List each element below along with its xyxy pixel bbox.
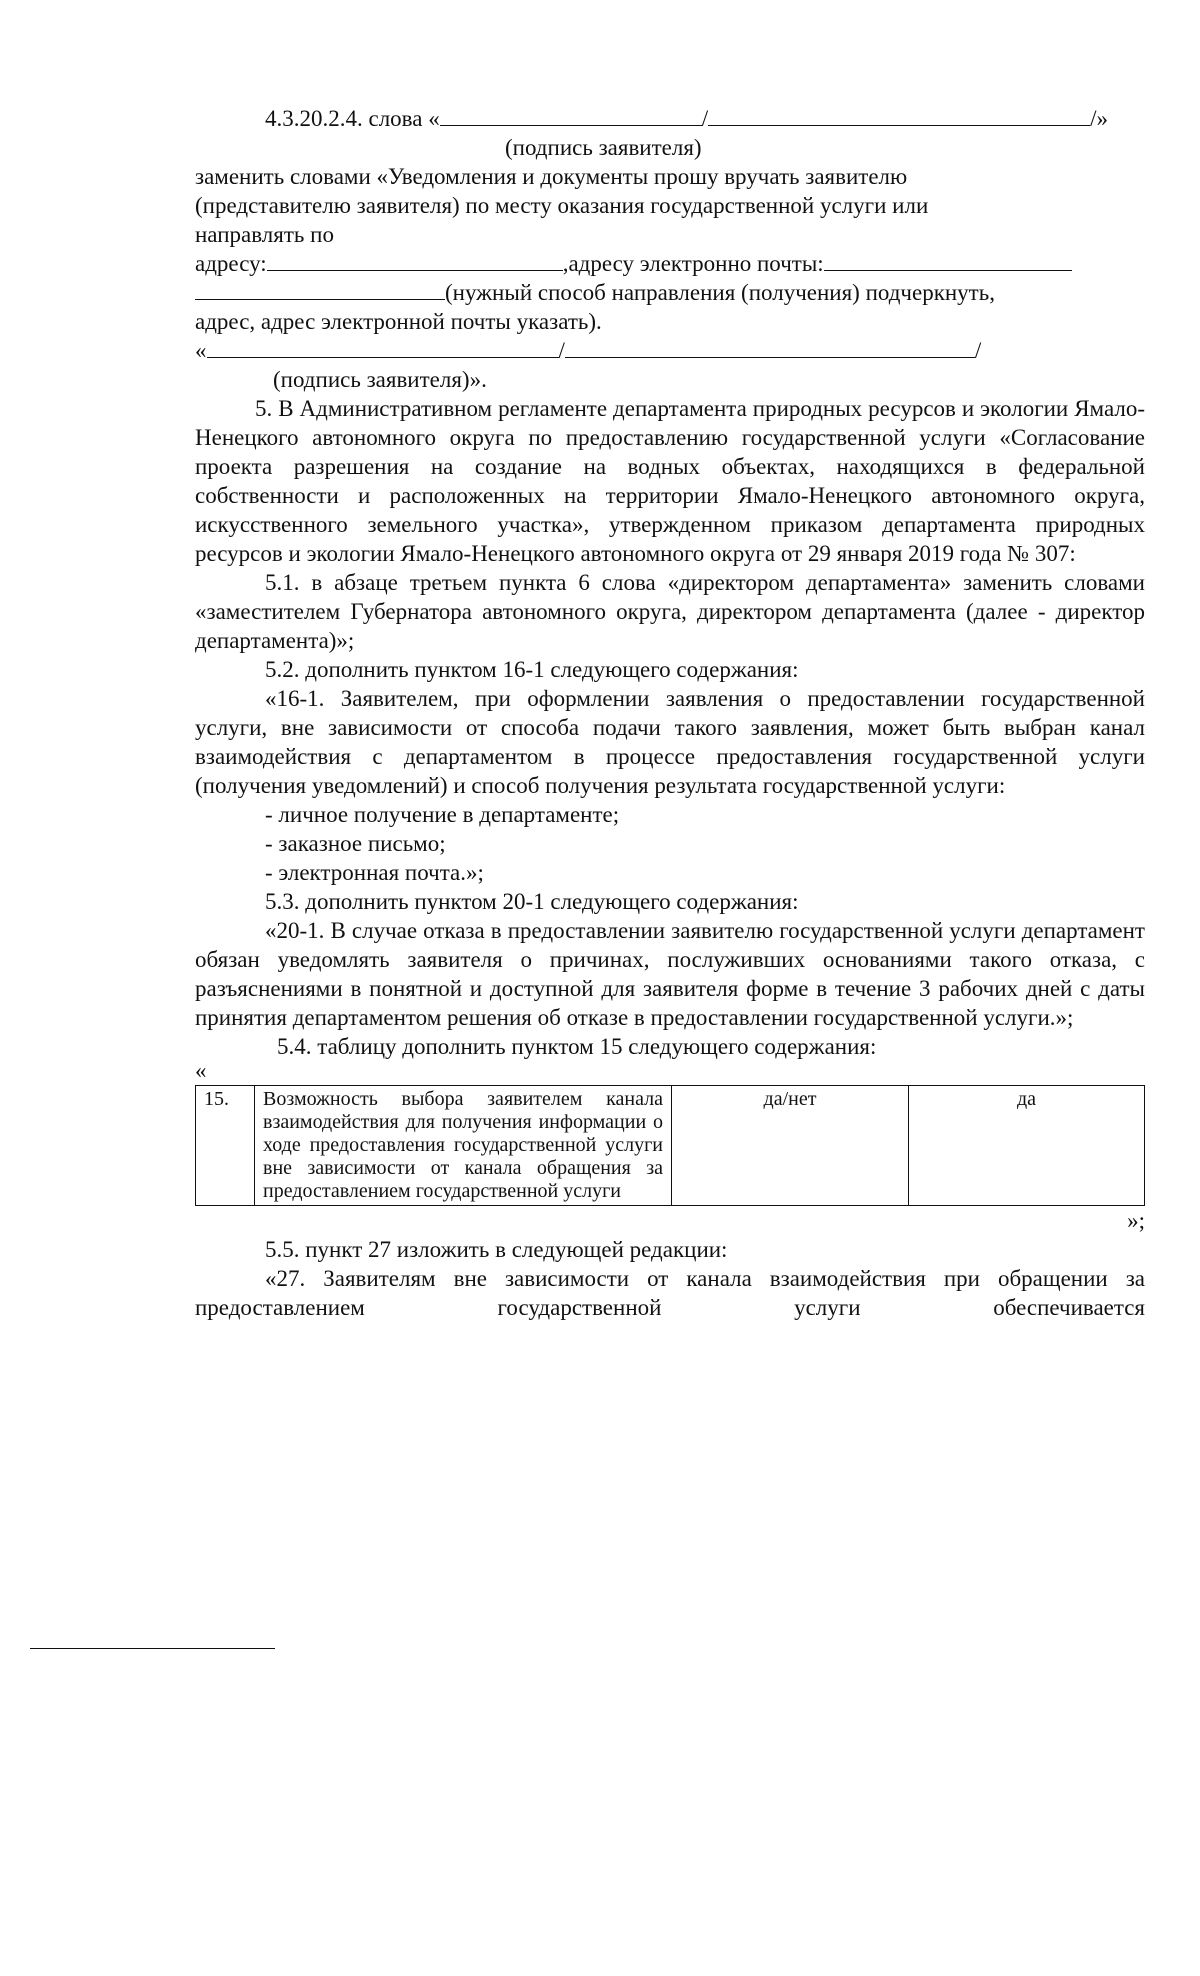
address-line: адресу: ,адресу электронно почты: [195,249,1145,278]
footnote-separator [30,1648,275,1649]
list-item: - личное получение в департаменте; [265,802,620,827]
paragraph-5-1: 5.1. в абзаце третьем пункта 6 слова «директором департамента» заменить словами «заместителем Губернатора автономного округа, директором департамента (далее - директор департамента)»; [195,570,1145,653]
signature-line-1: 4.3.20.2.4. слова « / /» [265,106,1108,131]
signature-caption: (подпись заявителя) [505,135,702,160]
text-line: заменить словами «Уведомления и документы прошу вручать заявителю [195,164,908,189]
paragraph-20-1-quote: «20-1. В случае отказа в предоставлении заявителю государственной услуги департамент обязан уведомлять заявителя о причинах, послуживших основаниями такого отказа, с разъяснениями в понятной и доступной для заявителя форме в течение 3 рабочих дней с даты принятия департаментом решения об отказе в предоставлении государственной услуги.»; [195,918,1145,1030]
name-blank [708,105,1090,126]
paragraph-5-4: 5.4. таблицу дополнить пунктом 15 следующего содержания: [277,1034,877,1059]
paragraph-5-2: 5.2. дополнить пунктом 16-1 следующего содержания: [265,657,799,682]
signature-blank [207,337,559,358]
text-line: направлять по [195,222,334,247]
name-blank [565,337,975,358]
paragraph-27-quote: «27. Заявителям вне зависимости от канала взаимодействия при обращении за предоставлением государственной услуги обеспечивается [195,1266,1145,1320]
table-row [196,1086,1145,1206]
method-line: (нужный способ направления (получения) подчеркнуть, [195,278,1145,307]
regulation-table [195,1085,1145,1206]
text-line: (представителю заявителя) по месту оказания государственной услуги или [195,193,929,218]
table-cell-unit: да/нет [672,1086,909,1206]
address-blank [267,250,563,271]
signature-caption: (подпись заявителя)». [273,367,487,392]
signature-line-2: « / / [195,338,982,363]
list-item: - заказное письмо; [265,831,446,856]
paragraph-5-5: 5.5. пункт 27 изложить в следующей редакции: [265,1237,728,1262]
paragraph-5: 5. В Административном регламенте департамента природных ресурсов и экологии Ямало-Ненецкого автономного округа по предоставлению государственной услуги «Согласование проекта разрешения на создание на водных объектах, находящихся в федеральной собственности и расположенных на территории Ямало-Ненецкого автономного округа, искусственного земельного участка», утвержденном приказом департамента природных ресурсов и экологии Ямало-Ненецкого автономного округа от 29 января 2019 года № 307: [195,396,1145,566]
signature-blank [440,105,702,126]
list-item: - электронная почта.»; [265,860,484,885]
table-cell-number: 15. [196,1086,255,1206]
paragraph-16-1-quote: «16-1. Заявителем, при оформлении заявления о предоставлении государственной услуги, вне зависимости от способа подачи такого заявления, может быть выбран канал взаимодействия с департаментом в процессе предоставления государственной услуги (получения уведомлений) и способ получения результата государственной услуги: [195,686,1145,798]
quote-close: »; [1127,1208,1145,1233]
paragraph-5-3: 5.3. дополнить пунктом 20-1 следующего содержания: [265,889,799,914]
document-page [195,104,1145,1322]
quote-open: « [195,1058,207,1083]
email-blank [824,250,1072,271]
table-cell-value: да [909,1086,1145,1206]
table-cell-description: Возможность выбора заявителем канала взаимодействия для получения информации о ходе предоставления государственной услуги вне зависимости от канала обращения за предоставлением государственной услуги [255,1086,672,1206]
text-line: адрес, адрес электронной почты указать). [195,309,602,334]
email-blank-continued [195,279,445,300]
